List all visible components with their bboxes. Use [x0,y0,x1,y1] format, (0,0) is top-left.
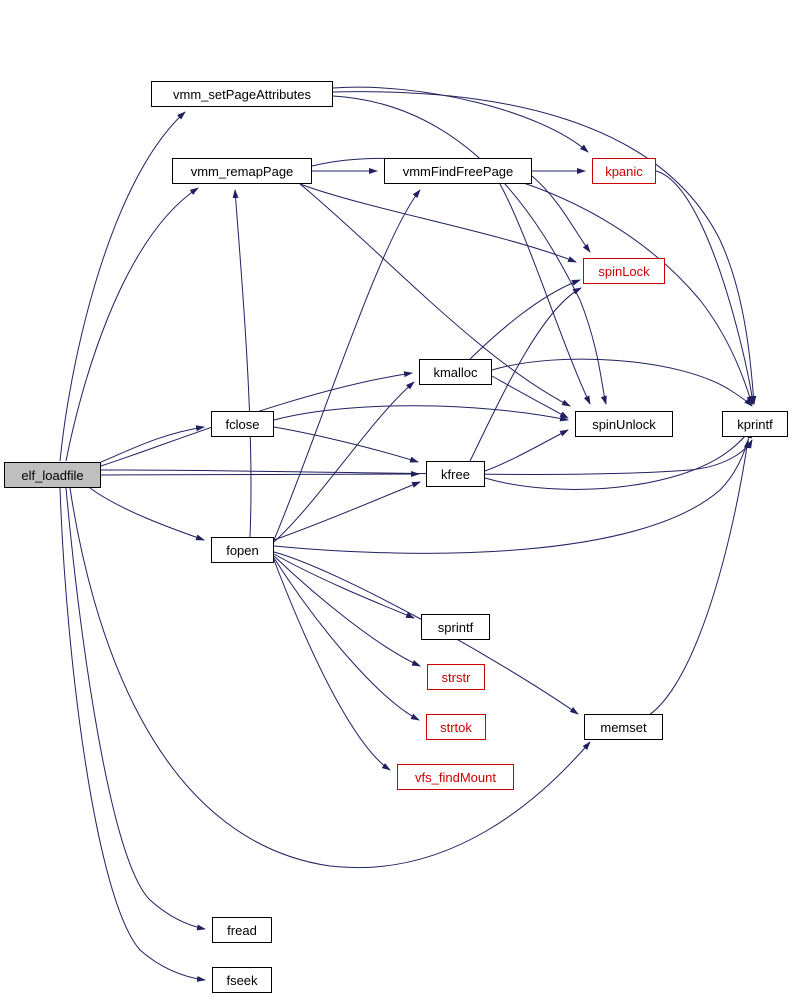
node-label: kmalloc [433,364,478,380]
node-fclose[interactable] [211,411,274,437]
node-label: kfree [441,466,470,482]
node-label: kprintf [737,416,773,432]
node-label: spinUnlock [592,416,656,432]
node-memset[interactable] [584,714,663,740]
node-vfs-findmount[interactable] [397,764,514,790]
node-strstr[interactable] [427,664,485,690]
node-label: strtok [440,719,472,735]
node-kmalloc[interactable] [419,359,492,385]
node-vmmfindfreepage[interactable] [384,158,532,184]
node-sprintf[interactable] [421,614,490,640]
node-fseek[interactable] [212,967,272,993]
node-label: vfs_findMount [415,769,496,785]
node-label: fopen [226,542,259,558]
node-label: vmmFindFreePage [402,163,514,179]
node-fread[interactable] [212,917,272,943]
node-label: memset [600,719,647,735]
node-vmm-setpageattributes[interactable] [151,81,333,107]
node-label: vmm_setPageAttributes [172,86,311,102]
node-kpanic[interactable] [592,158,656,184]
node-strtok[interactable] [426,714,486,740]
node-vmm-remappage[interactable] [172,158,312,184]
node-label: spinLock [598,263,650,279]
node-label: vmm_remapPage [190,163,294,179]
node-elf-loadfile[interactable] [4,462,101,488]
node-kfree[interactable] [426,461,485,487]
node-fopen[interactable] [211,537,274,563]
node-label: fclose [225,416,260,432]
node-label: kpanic [605,163,643,179]
node-label: elf_loadfile [21,467,84,483]
node-label: sprintf [437,619,474,635]
node-label: strstr [441,669,471,685]
node-label: fseek [226,972,258,988]
node-label: fread [227,922,257,938]
node-spinunlock[interactable] [575,411,673,437]
node-kprintf[interactable] [722,411,788,437]
node-spinlock[interactable] [583,258,665,284]
